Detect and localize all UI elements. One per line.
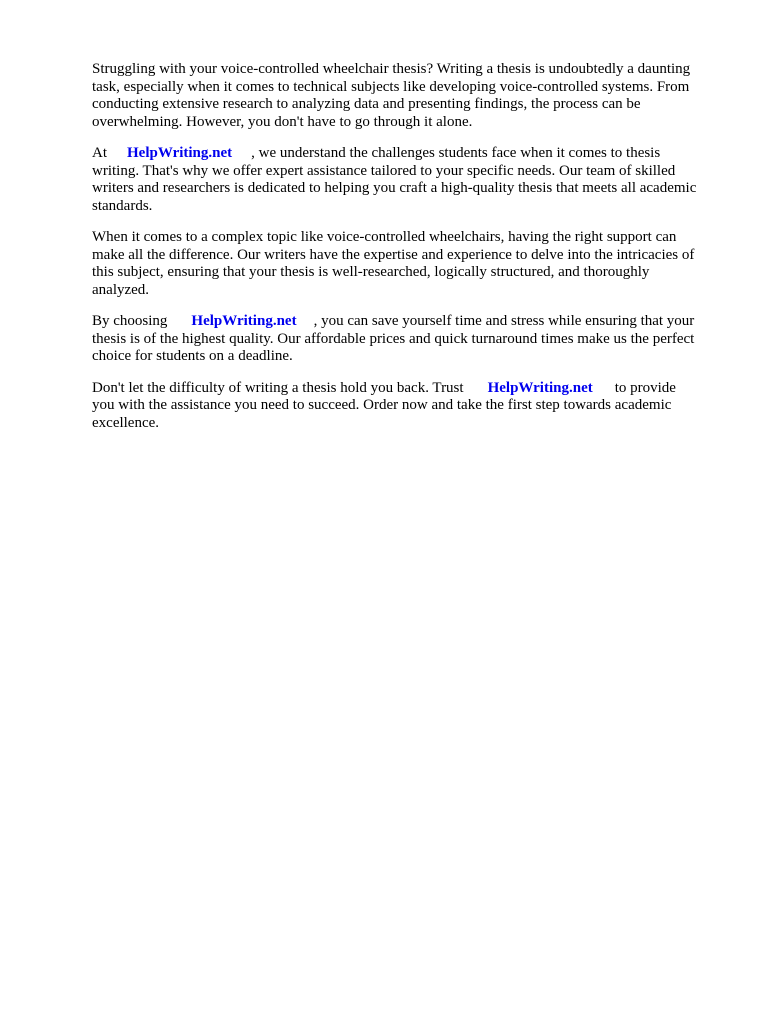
text-line: writing. That's why we offer expert assistance tailored to your specific needs. Our team of skilled [92, 162, 676, 179]
paragraph-choosing [92, 313, 722, 366]
text-line: task, especially when it comes to technical subjects like developing voice-controlled systems. From [92, 78, 690, 95]
text-line: excellence. [92, 414, 160, 431]
text-line [92, 145, 722, 163]
text-segment: At [92, 145, 107, 161]
paragraph-about [92, 145, 722, 215]
text-line: overwhelming. However, you don't have to go through it alone. [92, 113, 473, 130]
text-segment: By choosing [92, 313, 168, 329]
text-line: this subject, ensuring that your thesis is well-researched, logically structured, and thoroughly [92, 264, 650, 280]
text-line [92, 380, 722, 398]
paragraph-closing [92, 380, 722, 433]
text-line: choice for students on a deadline. [92, 348, 293, 364]
text-line: writers and researchers is dedicated to helping you craft a high-quality thesis that meets all academic [92, 180, 697, 196]
helpwriting-link[interactable]: HelpWriting.net [191, 313, 297, 329]
text-line: When it comes to a complex topic like voice-controlled wheelchairs, having the right support can [92, 229, 677, 245]
text-line: conducting extensive research to analyzing data and presenting findings, the process can be [92, 96, 641, 112]
text-segment: Don't let the difficulty of writing a thesis hold you back. Trust [92, 379, 464, 396]
text-segment: , we understand the challenges students face when it comes to thesis [251, 145, 661, 161]
text-line: thesis is of the highest quality. Our affordable prices and quick turnaround times make us the perfect [92, 330, 695, 347]
text-segment: , you can save yourself time and stress while ensuring that your [313, 313, 695, 329]
text-line: analyzed. [92, 281, 150, 298]
helpwriting-link[interactable]: HelpWriting.net [127, 145, 233, 161]
paragraph-intro [92, 61, 722, 131]
text-segment: to provide [614, 379, 676, 396]
text-line: you with the assistance you need to succeed. Order now and take the first step towards academic [92, 397, 672, 413]
text-line: Struggling with your voice-controlled wheelchair thesis? Writing a thesis is undoubtedly a daunting [92, 61, 691, 77]
text-line [92, 313, 722, 331]
paragraph-complex-topic [92, 229, 722, 299]
text-line: standards. [92, 197, 153, 214]
document-page [92, 61, 722, 446]
helpwriting-link[interactable]: HelpWriting.net [487, 379, 593, 396]
text-line: make all the difference. Our writers have the expertise and experience to delve into the intricacies of [92, 246, 695, 263]
